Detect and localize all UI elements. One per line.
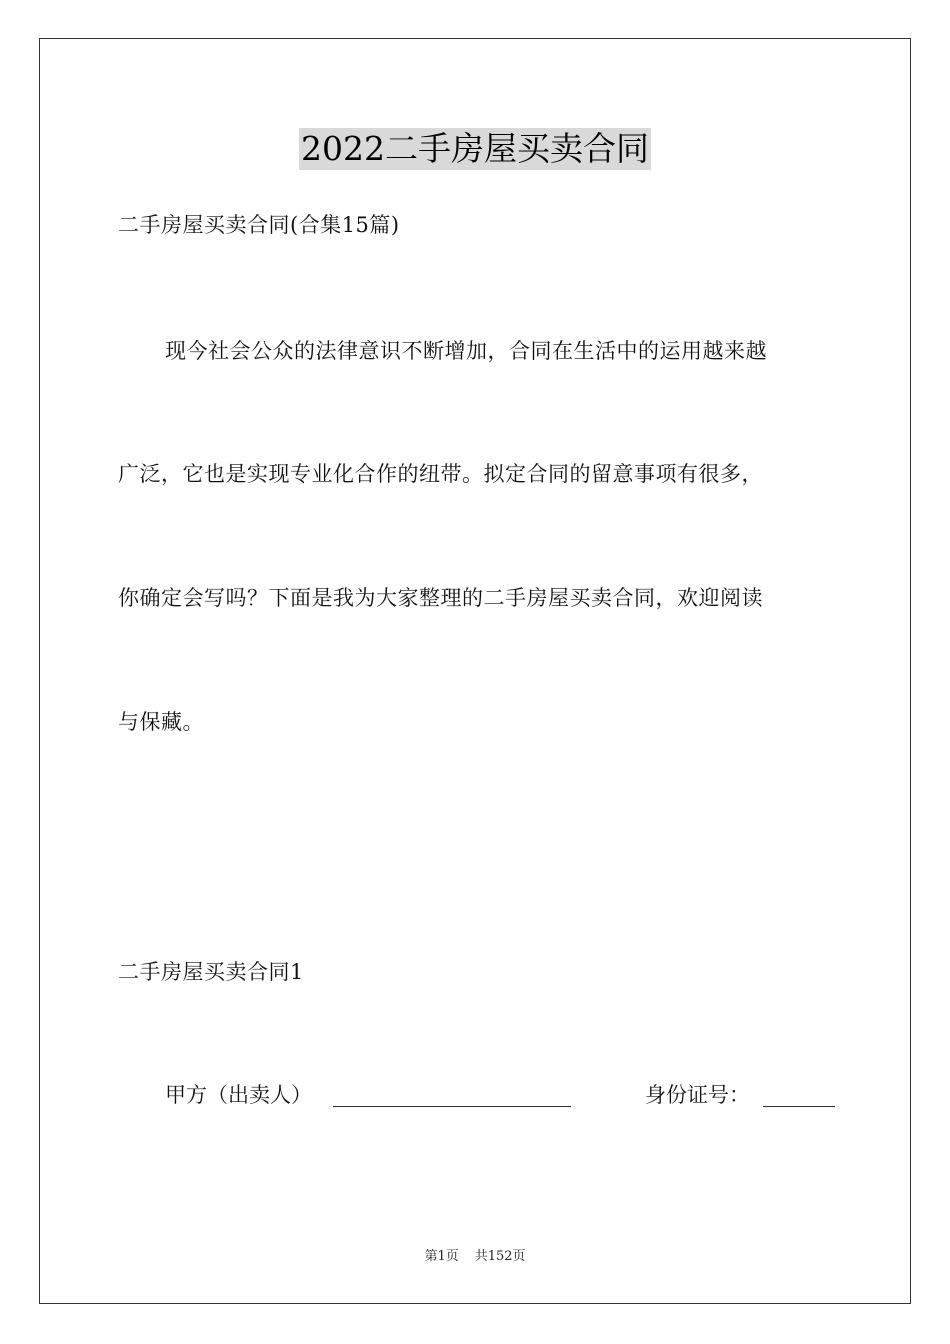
intro-line-3: 你确定会写吗？下面是我为大家整理的二手房屋买卖合同，欢迎阅读: [118, 586, 763, 610]
page-current: 第1页: [424, 1249, 459, 1264]
title-container: [0, 128, 950, 170]
document-title: 2022二手房屋买卖合同: [301, 129, 649, 168]
document-subtitle: 二手房屋买卖合同(合集15篇): [118, 213, 400, 237]
party-a-blank: [333, 1081, 571, 1107]
intro-line-4: 与保藏。: [118, 710, 204, 734]
party-a-label: 甲方（出卖人）: [165, 1083, 312, 1107]
id-number-blank: [763, 1081, 835, 1107]
section-heading: 二手房屋买卖合同1: [118, 960, 304, 984]
intro-line-2: 广泛，它也是实现专业化合作的纽带。拟定合同的留意事项有很多，: [118, 462, 763, 486]
party-a-row: [165, 1081, 837, 1111]
page-total: 共152页: [474, 1249, 526, 1264]
intro-line-1: 现今社会公众的法律意识不断增加，合同在生活中的运用越来越: [165, 339, 767, 363]
id-number-label: 身份证号：: [645, 1083, 750, 1107]
page-footer: [0, 1248, 950, 1266]
